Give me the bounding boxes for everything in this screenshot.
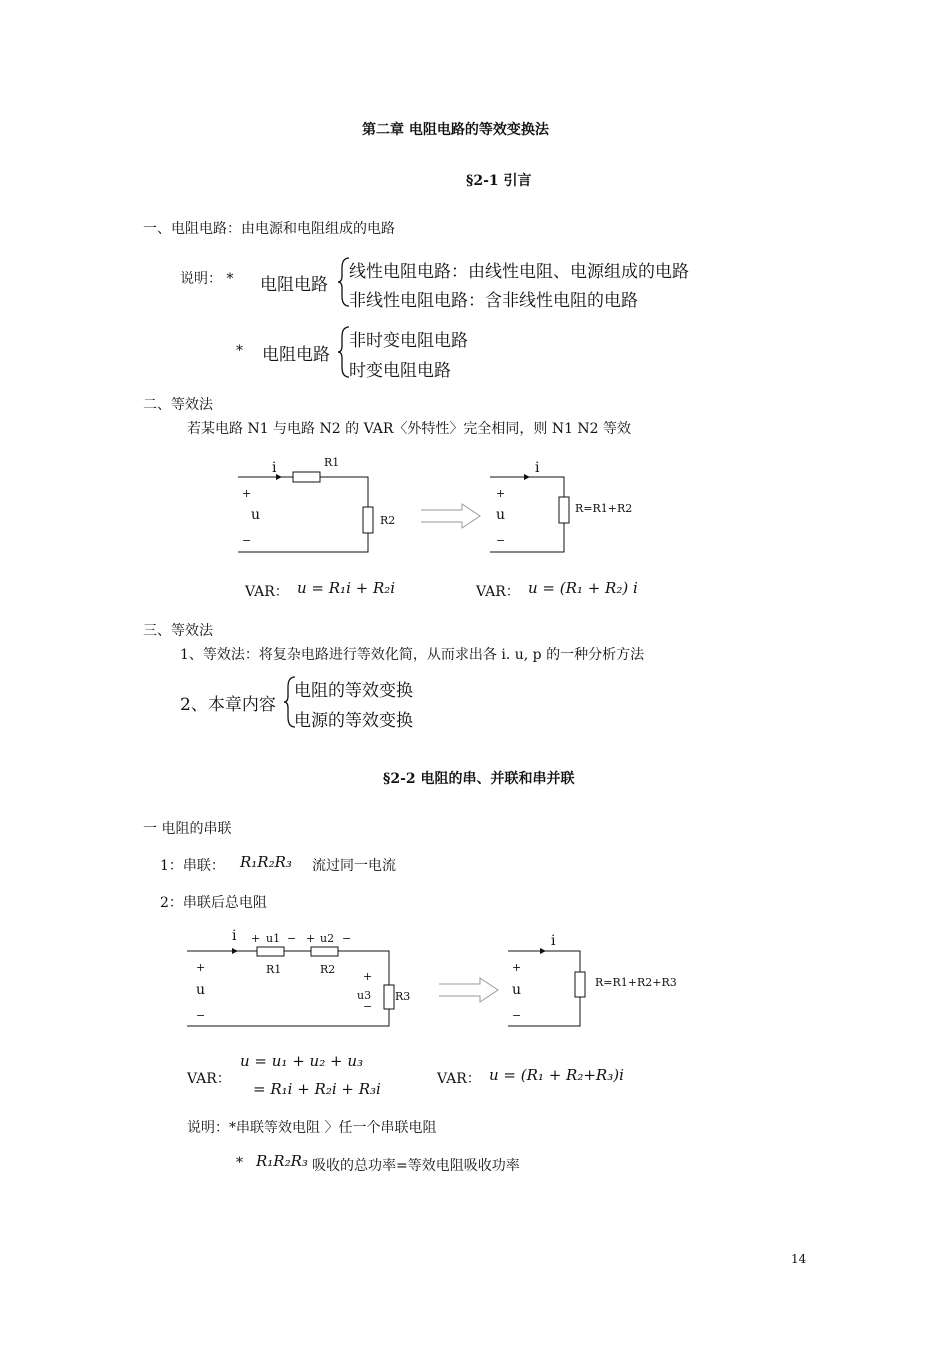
series-heading: 一 电阻的串联 <box>143 821 232 837</box>
equivalent-arrow-2 <box>438 977 500 1003</box>
c4-voltage: u <box>512 982 522 998</box>
note-2-text: 吸收的总功率=等效电阻吸收功率 <box>312 1158 520 1174</box>
c3-r2-label: R2 <box>320 963 336 976</box>
item-3-1-text: 1、等效法：将复杂电路进行等效化简，从而求出各 i. u, p 的一种分析方法 <box>180 647 645 663</box>
c1-current: i <box>272 460 277 476</box>
note-1: 说明：*串联等效电阻 〉任一个串联电阻 <box>187 1120 437 1136</box>
c2-req-label: R=R1+R2 <box>575 502 633 515</box>
c3-u3-plus: + <box>363 970 373 983</box>
group1-label: 电阻电路 <box>260 275 328 295</box>
item-3-heading: 三、等效法 <box>143 623 213 639</box>
c3-current: i <box>232 928 237 944</box>
c3-u3-label: u3 <box>357 989 372 1002</box>
series-1-label: 1：串联： <box>160 858 225 874</box>
var3-line1: u = u₁ + u₂ + u₃ <box>240 1052 363 1070</box>
var1-expr: u = R₁i + R₂i <box>297 579 396 597</box>
note-label: 说明： * <box>180 271 234 287</box>
c3-u3-minus: − <box>363 1000 373 1013</box>
group2-label: 电阻电路 <box>262 345 330 365</box>
note-2-star: * <box>236 1155 243 1171</box>
var3-line2: = R₁i + R₂i + R₃i <box>253 1080 381 1098</box>
group3-brace <box>283 675 297 729</box>
c4-current: i <box>551 933 556 949</box>
c3-voltage: u <box>196 982 206 998</box>
c2-current: i <box>535 460 540 476</box>
var4-expr: u = (R₁ + R₂+R₃)i <box>489 1066 624 1084</box>
c3-u2-label: u2 <box>320 932 335 945</box>
c3-plus: + <box>196 961 206 974</box>
c1-r1-label: R1 <box>324 456 340 469</box>
section-title-2-2: §2-2 电阻的串、并联和串并联 <box>383 771 575 787</box>
group3-line2: 电源的等效变换 <box>294 711 413 731</box>
c3-r1-label: R1 <box>266 963 282 976</box>
c2-plus: + <box>496 487 506 500</box>
star-bullet: * <box>236 343 243 359</box>
equivalent-arrow <box>420 503 482 529</box>
c4-req-label: R=R1+R2+R3 <box>595 976 677 989</box>
var2-expr: u = (R₁ + R₂) i <box>528 579 638 597</box>
var4-label: VAR： <box>437 1071 481 1087</box>
item-2-text: 若某电路 N1 与电路 N2 的 VAR〈外特性〉完全相同，则 N1 N2 等效 <box>187 421 632 437</box>
series-1-text: 流过同一电流 <box>312 858 396 874</box>
c1-r2-label: R2 <box>380 514 396 527</box>
item-2-heading: 二、等效法 <box>143 397 213 413</box>
c1-plus: + <box>242 487 252 500</box>
c4-minus: − <box>512 1009 522 1022</box>
series-2-text: 2：串联后总电阻 <box>160 895 267 911</box>
c3-minus: − <box>196 1009 206 1022</box>
group1-line2: 非线性电阻电路：含非线性电阻的电路 <box>349 291 638 311</box>
section-title-2-1: §2-1 引言 <box>466 173 532 189</box>
c2-voltage: u <box>496 507 506 523</box>
c3-u1-minus: − <box>287 932 297 945</box>
c1-voltage: u <box>251 507 261 523</box>
var1-label: VAR： <box>245 584 289 600</box>
c1-minus: − <box>242 534 252 547</box>
page-number: 14 <box>791 1252 807 1266</box>
circuit-n1 <box>230 455 380 555</box>
c3-u2-plus: + <box>306 932 316 945</box>
item-1-heading: 一、电阻电路：由电源和电阻组成的电路 <box>143 221 395 237</box>
c3-u2-minus: − <box>342 932 352 945</box>
group2-line1: 非时变电阻电路 <box>349 331 468 351</box>
group1-line1: 线性电阻电路：由线性电阻、电源组成的电路 <box>349 262 689 282</box>
series-1-math: R₁R₂R₃ <box>240 853 292 871</box>
var2-label: VAR： <box>476 584 520 600</box>
c3-r3-label: R3 <box>395 990 411 1003</box>
c4-plus: + <box>512 961 522 974</box>
group3-label: 2、本章内容 <box>180 695 276 715</box>
c3-u1-plus: + <box>251 932 261 945</box>
var3-label: VAR： <box>187 1071 231 1087</box>
group2-line2: 时变电阻电路 <box>349 361 451 381</box>
c2-minus: − <box>496 534 506 547</box>
c3-u1-label: u1 <box>266 932 281 945</box>
group3-line1: 电阻的等效变换 <box>294 681 413 701</box>
chapter-title: 第二章 电阻电路的等效变换法 <box>362 122 549 138</box>
note-2-math: R₁R₂R₃ <box>256 1152 308 1170</box>
